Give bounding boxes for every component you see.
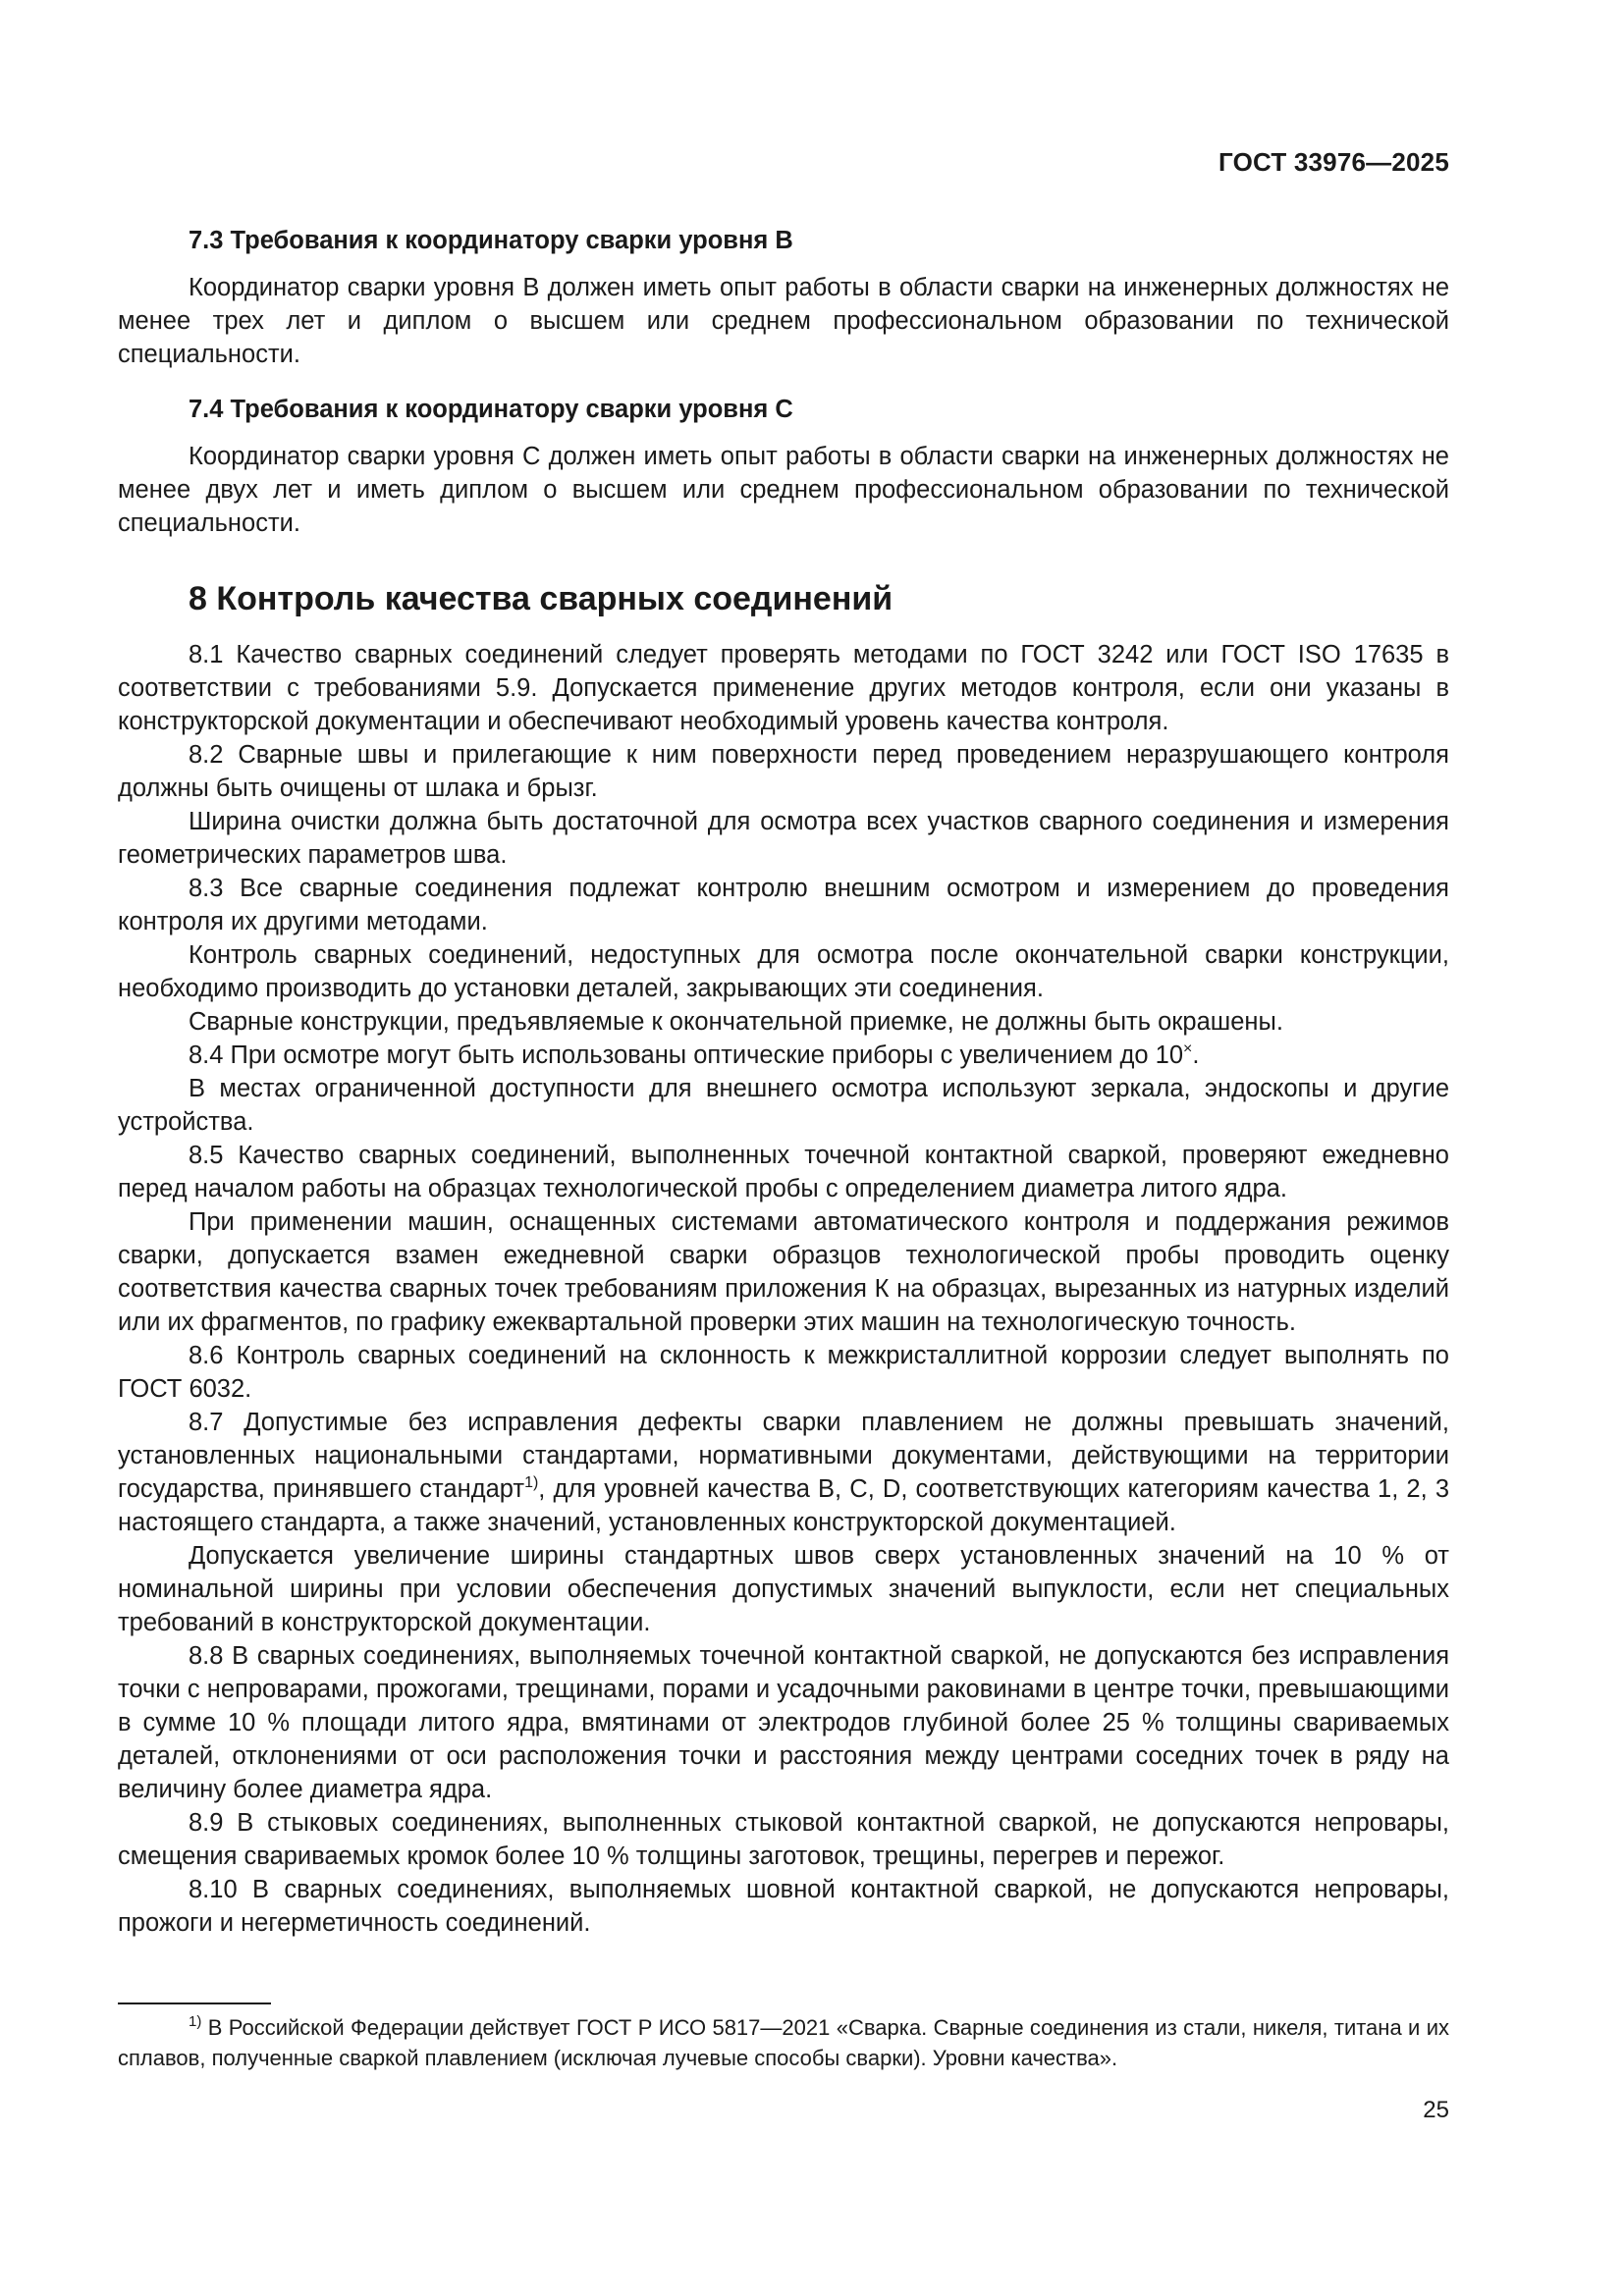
paragraph-8-3: 8.3 Все сварные соединения подлежат контролю внешним осмотром и измерением до проведения контроля их другими методами. xyxy=(118,875,1449,935)
page-body xyxy=(118,224,1449,1940)
paragraph-8-5-machines: При применении машин, оснащенных системами автоматического контроля и поддержания режимов сварки, допускается взамен ежедневной сварки образцов технологической пробы проводить оценку соответствия качества сварных точек требованиям приложения К на образцах, вырезанных из натурных изделий или их фрагментов, по графику ежеквартальной проверки этих машин на технологическую точность. xyxy=(118,1208,1449,1336)
document-id-header: ГОСТ 33976—2025 xyxy=(1218,147,1449,177)
page-number: 25 xyxy=(1423,2097,1449,2123)
paragraph-8-9: 8.9 В стыковых соединениях, выполненных стыковой контактной сваркой, не допускаются непровары, смещения свариваемых кромок более 10 % толщины заготовок, трещины, перегрев и пережог. xyxy=(118,1809,1449,1870)
section-7-3-title: 7.3 Требования к координатору сварки уровня В xyxy=(189,227,793,254)
paragraph-8-4-mirrors: В местах ограниченной доступности для внешнего осмотра используют зеркала, эндоскопы и другие устройства. xyxy=(118,1075,1449,1136)
magnification-sign: × xyxy=(1183,1041,1193,1057)
paragraph-8-3-inaccessible: Контроль сварных соединений, недоступных для осмотра после окончательной сварки конструкции, необходимо производить до установки деталей, закрывающих эти соединения. xyxy=(118,941,1449,1002)
footnote xyxy=(118,2012,1449,2073)
paragraph-8-6: 8.6 Контроль сварных соединений на склонность к межкристаллитной коррозии следует выполнять по ГОСТ 6032. xyxy=(118,1342,1449,1403)
paragraph-8-2: 8.2 Сварные швы и прилегающие к ним поверхности перед проведением неразрушающего контроля должны быть очищены от шлака и брызг. xyxy=(118,741,1449,802)
section-7-3-text: Координатор сварки уровня В должен иметь опыт работы в области сварки на инженерных должностях не менее трех лет и диплом о высшем или среднем профессиональном образовании по технической специальности. xyxy=(118,274,1449,368)
paragraph-8-4 xyxy=(118,1039,1449,1072)
paragraph-8-1: 8.1 Качество сварных соединений следует проверять методами по ГОСТ 3242 или ГОСТ ISO 17635 в соответствии с требованиями 5.9. Допускается применение других методов контроля, если они указаны в конструкторской документации и обеспечивают необходимый уровень качества контроля. xyxy=(118,641,1449,735)
footnote-divider xyxy=(118,2002,271,2004)
paragraph-8-7-text-a: 8.7 Допустимые без исправления дефекты сварки плавлением не должны превышать значений, установленных национальными стандартами, нормативными документами, действующими на территории государства, принявшего стандарт xyxy=(118,1409,1449,1503)
paragraph-8-5: 8.5 Качество сварных соединений, выполненных точечной контактной сваркой, проверяют ежедневно перед началом работы на образцах технологической пробы с определением диаметра литого ядра. xyxy=(118,1142,1449,1202)
footnote-marker: 1) xyxy=(189,2013,202,2030)
paragraph-8-4-text: 8.4 При осмотре могут быть использованы оптические приборы с увеличением до 10 xyxy=(189,1041,1184,1069)
chapter-8-title: 8 Контроль качества сварных соединений xyxy=(189,580,893,617)
paragraph-8-10: 8.10 В сварных соединениях, выполняемых шовной контактной сваркой, не допускаются непровары, прожоги и негерметичность соединений. xyxy=(118,1876,1449,1937)
footnote-reference: 1) xyxy=(524,1474,539,1491)
paragraph-8-4-end: . xyxy=(1192,1041,1200,1069)
paragraph-8-7-width: Допускается увеличение ширины стандартных швов сверх установленных значений на 10 % от номинальной ширины при условии обеспечения допустимых значений выпуклости, если нет специальных требований в конструкторской документации. xyxy=(118,1542,1449,1636)
section-7-4-title: 7.4 Требования к координатору сварки уровня С xyxy=(189,396,793,423)
paragraph-8-8: 8.8 В сварных соединениях, выполняемых точечной контактной сваркой, не допускаются без исправления точки с непроварами, прожогами, трещинами, порами и усадочными раковинами в центре точки, превышающими в сумме 10 % площади литого ядра, вмятинами от электродов глубиной более 25 % толщины свариваемых деталей, отклонениями от оси расположения точки и расстояния между центрами соседних точек в ряду на величину более диаметра ядра. xyxy=(118,1642,1449,1803)
footnote-text: В Российской Федерации действует ГОСТ Р ИСО 5817—2021 «Сварка. Сварные соединения из стали, никеля, титана и их сплавов, полученные сваркой плавлением (исключая лучевые способы сварки). Уровни качества». xyxy=(118,2015,1449,2070)
paragraph-8-7 xyxy=(118,1406,1449,1539)
section-7-4-text: Координатор сварки уровня С должен иметь опыт работы в области сварки на инженерных должностях не менее двух лет и иметь диплом о высшем или среднем профессиональном образовании по технической специальности. xyxy=(118,443,1449,537)
section-7-3 xyxy=(118,224,1449,371)
paragraph-8-7-text-b: , для уровней качества B, C, D, соответствующих категориям качества 1, 2, 3 настоящего стандарта, а также значений, установленных конструкторской документацией. xyxy=(118,1475,1449,1536)
paragraph-8-3-painting: Сварные конструкции, предъявляемые к окончательной приемке, не должны быть окрашены. xyxy=(189,1008,1283,1036)
section-7-4 xyxy=(118,393,1449,540)
paragraph-8-2-cleaning: Ширина очистки должна быть достаточной для осмотра всех участков сварного соединения и измерения геометрических параметров шва. xyxy=(118,808,1449,869)
